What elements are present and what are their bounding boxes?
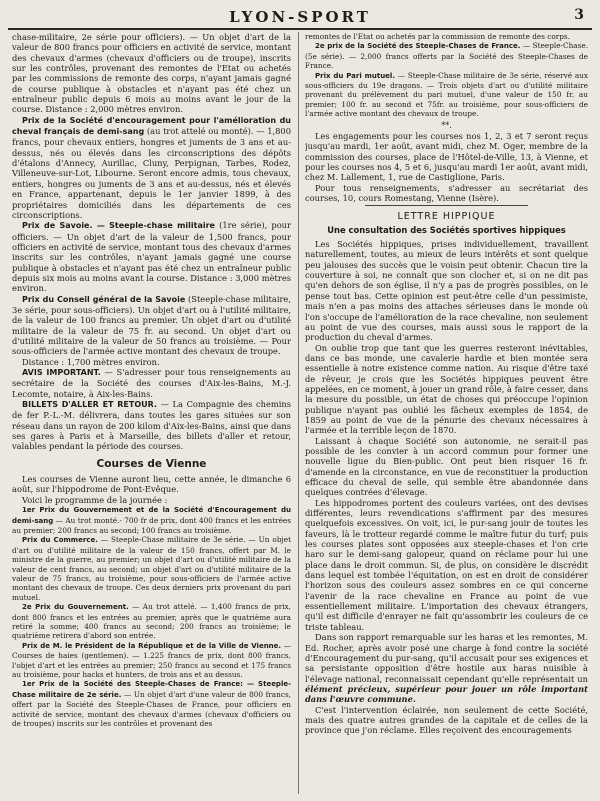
paragraph: Prix de la Société d'encouragement pour l'amélioration du cheval français de demi-sang (au trot attelé ou monté). — 1,800 francs, pour chevaux entiers, hongres et juments de 3 ans et au-dessus, nés ou élevés dans les circonscriptions des dépôts d'étalons d'Annecy, Aurillac, Cluny, Perpignan, Tarbes, Rodez, Villeneuve-sur-Lot, Libourne. Seront encore admis, tous chevaux, entiers, hongres ou juments de 3 ans et au-dessus, nés et élevés en France, appartenant, depuis le 1er janvier 1899, à des propriétaires domiciliés dans les départements de ces circonscriptions. [12, 115, 291, 220]
italic-quote: élément précieux, supérieur pour jouer un rôle important dans l'œuvre commune. [305, 683, 588, 705]
race-entry: Prix du Pari mutuel. — Steeple-Chase militaire de 3e série, réservé aux sous-officiers du 19e dragons. — Trois objets d'art ou d'utilité militaire provenant du prélèvement du pari mutuel, d'une valeur de 150 fr. au premier; 100 fr. au second et 75fr. au troisième, pour sous-officiers de l'armée active montant des chevaux de troupe. [305, 70, 588, 119]
section-subheading: Une consultation des Sociétés sportives hippiques [327, 224, 566, 235]
paragraph: Pour tous renseignements, s'adresser au secrétariat des courses, 10, cours Romestang, Vienne (Isère). [305, 182, 588, 204]
race-entry: 1er Prix du Gouvernement et de la Société d'Encouragement du demi-sang — Au trot monté.- 700 fr de prix, dont 400 francs et les entrées au premier; 200 francs au second; 100 francs au troisième. [12, 506, 291, 535]
paragraph: Les hippodromes portent des couleurs variées, ont des devises différentes, leurs revendications s'affirment par des mesures quelquefois excessives. On voit, ici, le pur-sang jouir de toutes les faveurs, là le trotteur regardé comme le maître futur du turf; puis les courses plates sont opposées aux steeple-chases et l'on crie haro sur le demi-sang galopeur, quand on réclame pour lui une place dans le droit commun. Si, de plus, on considère le discrédit dans lequel est tombée l'équitation, on est en droit de considérer l'horizon sous des couleurs assez sombres en ce qui concerne l'avenir de la race chevaline en France au point de vue essentiellement militaire. L'importation des chevaux étrangers, qu'il est difficile d'enrayer ne fait qu'assombrir les couleurs de ce triste tableau. [305, 497, 588, 632]
paragraph: AVIS IMPORTANT. — S'adresser pour tous renseignements au secrétaire de la Société des courses d'Aix-les-Bains, M.-J. Lecomte, notaire, à Aix-les-Bains. [12, 367, 291, 399]
masthead-title: LYON-SPORT [229, 8, 371, 26]
race-entry: Prix du Commerce. — Steeple-Chase militaire de 3e série. — Un objet d'art ou d'utilité militaire de la valeur de 150 francs, offert par M. le ministre de la guerre, au premier; un objet d'art ou d'utilité militaire de la valeur de cent francs, au second; un objet d'art ou d'utilité militaire de la valeur de 75 francs, au troisième, pour sous-officiers de l'armée active montant des chevaux de troupe. Ces deux derniers prix provenant du pari mutuel. [12, 535, 291, 602]
race-entry: 2e prix de la Société des Steeple-Chases de France. — Steeple-Chase. (5e série). — 2,000 francs offerts par la Société des Steeple-Chases de France. [305, 41, 588, 71]
paragraph: Prix du Conseil général de la Savoie (Steeple-chase militaire, 3e série, pour sous-officiers). Un objet d'art ou à l'utilité militaire, de la valeur de 100 francs au premier. Un objet d'art ou d'utilité militaire de la valeur de 75 fr. au second. Un objet d'art ou d'utilité militaire de la valeur de 50 francs au troisième. — Pour sous-officiers de l'armée active montant des chevaux de troupe. [12, 293, 291, 357]
paragraph: On oublie trop que tant que les guerres resteront inévitables, dans ce bas monde, une cavalerie hardie et bien montée sera essentielle à notre existence comme nation. Au risque d'être taxé de rêveur, je crois que les Sociétés hippiques peuvent être appelées, en ce moment, à jouer un grand rôle, à faire cesser, dans la mesure du possible, un état de choses qui préoccupe l'opinion publique n'ayant pas oublié les fâcheux exemples de 1854, de 1859 au point de vue de la pénurie des chevaux nécessaires à l'armée et la terrible leçon de 1870. [305, 342, 588, 436]
paragraph: Prix de Savoie. — Steeple-chase militaire (1re série), pour officiers. — Un objet d'art de la valeur de 1,500 francs, pour officiers en activité de service, montant tous des chevaux d'armes inscrits sur les contrôles, n'ayant jamais gagné une course publique à obstacles et n'ayant pas été chez un entraîneur public depuis six mois au moins avant la course. Distance : 3,000 mètres environ. [12, 220, 291, 294]
race-entry: 1er Prix de la Société des Steeple-Chases de France: — Steeple-Chase militaire de 2e série. — Un objet d'art d'une valeur de 800 francs, offert par la Société des Steeple-Chases de France, pour officiers en activité de service, montant des chevaux d'armes (chevaux d'officiers ou de troupes) inscrits sur les contrôles et provenant des [12, 680, 291, 729]
paragraph: BILLETS D'ALLER ET RETOUR. — La Compagnie des chemins de fer P.-L.-M. délivrera, dans toutes les gares situées sur son réseau dans un rayon de 200 kilom d'Aix-les-Bains, ainsi que dans ses gares à Paris et à Marseille, des billets d'aller et retour, valables pendant la période des courses. [12, 399, 291, 452]
page-header [0, 6, 600, 30]
left-column [12, 32, 291, 794]
paragraph: Dans son rapport remarquable sur les haras et les remontes, M. Ed. Rocher, après avoir posé une charge à fond contre la société d'Encouragement du pur-sang, qu'il accusait pour ses exigences et sa persistante opposition d'être hostile aux haras nuisible à l'élevage national, reconnaissait cependant qu'elle représentait un élément précieux, supérieur pour jouer un rôle important dans l'œuvre commune. [305, 632, 588, 705]
paragraph: Les courses de Vienne auront lieu, cette année, le dimanche 6 août, sur l'hippodrome de Pont-Evêque. [12, 474, 291, 495]
paragraph: Voici le programme de la journée : [22, 494, 168, 505]
section-heading-lettre: LETTRE HIPPIQUE [397, 211, 496, 223]
column-divider [298, 32, 299, 794]
race-entry: 2e Prix du Gouvernement. — Au trot attelé. — 1,400 francs de prix, dont 800 francs et les entrées au premier, après que le quatrième aura retiré la somme; 400 francs au second; 200 francs au troisième; le quatrième retirera d'abord son entrée. [12, 602, 291, 641]
paragraph: Les engagements pour les courses nos 1, 2, 3 et 7 seront reçus jusqu'au mardi, 1er août, avant midi, chez M. Oger, membre de la commission des courses, place de l'Hôtel-de-Ville, 13, à Vienne, et pour les courses nos 4, 5 et 6, jusqu'au mardi 1er août, avant midi, chez M. Lallement, 1, rue de Castiglione, Paris. [305, 131, 588, 183]
race-entry: remontes de l'Etat ou achetés par la commission de remonte des corps. [305, 32, 570, 41]
paragraph: chase-militaire, 2e série pour officiers). — Un objet d'art de la valeur de 800 francs pour officiers en activité de service, montant des chevaux d'armes (chevaux d'officiers ou de troupe), inscrits sur les contrôles, provenant des remontes de l'Etat ou achetés par les commissions de remonte des corps, n'ayant jamais gagné de course publique à obstacles et n'ayant pas été chez un entraîneur public depuis 6 mois au moins avant le jour de la course. Distance : 2,000 mètres environ. [12, 32, 291, 115]
paragraph: Les Sociétés hippiques, prises individuellement, travaillent naturellement, toutes, au mieux de leurs intérêts et sont quelque peu jalouses des succès que le voisin peut obtenir. Chacun tire la couverture à soi, ne connaît que son clocher et, si on ne dit pas qu'en dehors de son église, il n'y a pas de progrès possibles, on le pense tout bas. Cette opinion est peut-être celle d'un pessimiste, mais n'en a pas moins des attaches sérieuses dans le monde où l'on s'occupe de l'amélioration de la race chevaline, non seulement au point de vue des courses, mais aussi sous le rapport de la production du cheval d'armes. [305, 239, 588, 343]
section-rule [365, 205, 528, 206]
paragraph: C'est l'intervention éclairée, non seulement de cette Société, mais des quatre autres grandes de la capitale et de celles de la province que j'on réclame. Elles reçoivent des encouragements [305, 704, 588, 736]
paragraph: Laissant à chaque Société son autonomie, ne serait-il pas possible de les convier à un accord commun pour former une nouvelle ligue du Bien-public. Ont peut bien risquer 16 fr. d'amende en la circonstance, en vue de reconstituer la production efficace du cheval de selle, qui semble être abandonnée dans quelques contrées d'élevage. [305, 435, 588, 498]
asterism: **. [441, 120, 452, 130]
page-number: 3 [574, 7, 584, 23]
race-entry: Prix de M. le Président de la République et de la Ville de Vienne. — Courses de haies (gentlemen). — 1.225 francs de prix, dont 800 francs, l'objet d'art et les entrées au premier; 250 francs au second et 175 francs au troisième, pour hacks et hunters, de trois ans et au dessus. [12, 640, 291, 680]
paragraph: Distance : 1,700 mètres environ. [22, 356, 160, 367]
right-column [305, 32, 588, 794]
section-heading-vienne: Courses de Vienne [96, 457, 207, 470]
header-rule [8, 28, 592, 30]
